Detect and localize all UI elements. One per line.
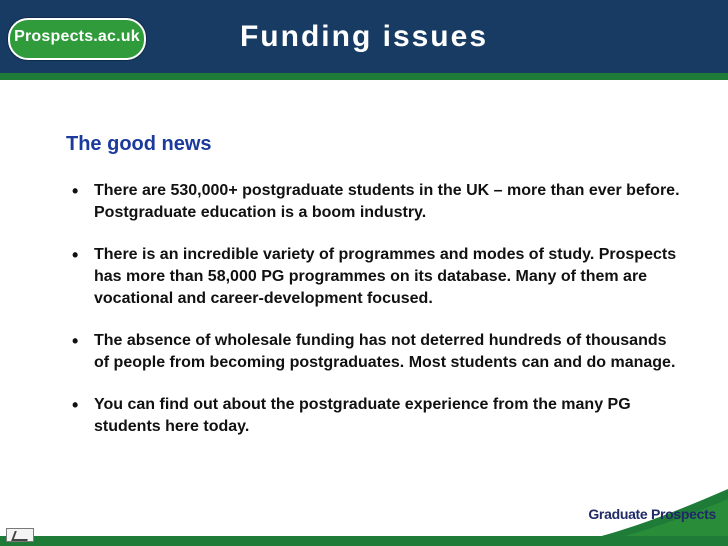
bullet-item [66, 330, 682, 374]
bullet-dot-icon: • [72, 181, 79, 201]
section-heading: The good news [66, 133, 212, 155]
bullet-text: There is an incredible variety of programmes and modes of study. Prospects has more than 58,000 PG programmes on its database. Many of them are vocational and career-development focused. [94, 246, 677, 307]
graduate-prospects-logo: Graduate Prospects [588, 506, 716, 522]
bullet-item [66, 180, 682, 224]
bullet-dot-icon: • [72, 245, 79, 265]
bullet-text: The absence of wholesale funding has not deterred hundreds of thousands of people from becoming postgraduates. Most students can and do manage. [94, 332, 676, 371]
bullet-text: You can find out about the postgraduate experience from the many PG students here today. [94, 396, 631, 435]
slide-nav-icon[interactable] [6, 528, 34, 542]
bullet-item [66, 244, 682, 310]
bullet-text: There are 530,000+ postgraduate students in the UK – more than ever before. Postgraduate education is a boom industry. [94, 182, 680, 221]
bullet-dot-icon: • [72, 331, 79, 351]
bullet-dot-icon: • [72, 395, 79, 415]
bullet-list [66, 180, 682, 458]
footer-band [0, 536, 728, 546]
header-accent-line [0, 73, 728, 80]
prospects-logo-text: Prospects.ac.uk [14, 28, 140, 45]
slide-nav-glyph [11, 531, 31, 541]
bullet-item [66, 394, 682, 438]
page-title: Funding issues [239, 20, 489, 53]
